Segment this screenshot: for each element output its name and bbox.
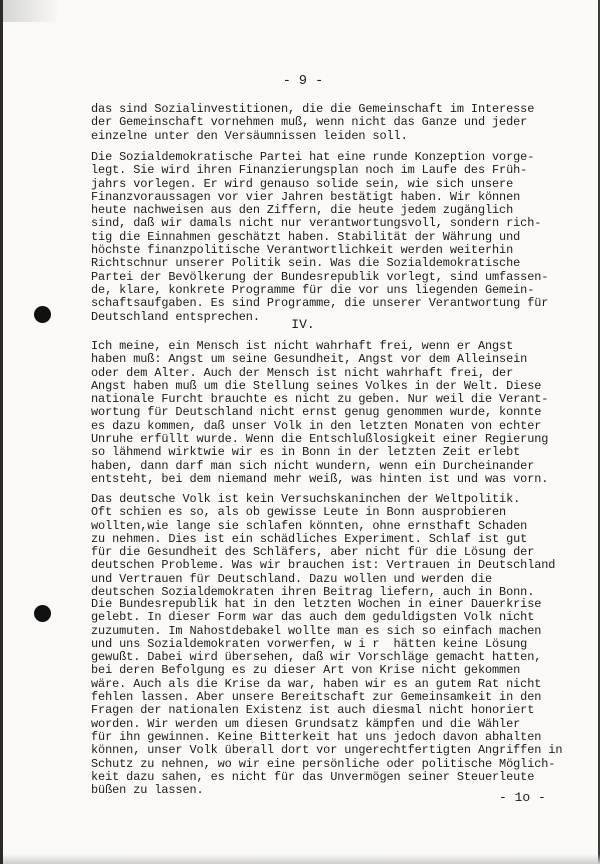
text-line: zu nehmen. Dies ist ein schädliches Experiment. Schlaf ist gut bbox=[91, 531, 528, 546]
text-line: Deutschland entsprechen. bbox=[91, 309, 260, 324]
text-line: Ich meine, ein Mensch ist nicht wahrhaft frei, wenn er Angst bbox=[91, 339, 514, 353]
text-line: schaftsaufgaben. Es sind Programme, die unserer Verantwortung für bbox=[91, 296, 549, 311]
paragraph-2 bbox=[91, 151, 551, 324]
text-line: tig die Einnahmen geschätzt haben. Stabilität der Währung und bbox=[91, 229, 521, 244]
scan-corner-shading bbox=[3, 0, 59, 22]
text-line: Die Bundesrepublik hat in den letzten Wochen in einer Dauerkrise bbox=[91, 597, 542, 611]
text-line: zuzumuten. Im Nahostdebakel wollte man es sich so einfach machen bbox=[91, 623, 542, 638]
text-line: bei deren Befolgung es zu dieser Art von Krise nicht gekommen bbox=[91, 663, 521, 678]
text-line: deutschen Probleme. Was wir brauchen ist: Vertrauen in Deutschland bbox=[91, 558, 556, 573]
text-line: Die Sozialdemokratische Partei hat eine runde Konzeption vorge- bbox=[91, 150, 535, 164]
continuation-page-marker: - 1o - bbox=[499, 790, 546, 805]
paragraph-4 bbox=[91, 492, 556, 600]
text-line: Finanzvoraussagen vor vier Jahren bestätigt haben. Wir können bbox=[91, 189, 521, 204]
text-line: Oft schien es so, als ob gewisse Leute in Bonn ausprobieren bbox=[91, 505, 507, 520]
text-line: Unruhe erfüllt wurde. Wenn die Entschlußlosigkeit einer Regierung bbox=[91, 432, 549, 447]
text-line: keit dazu sahen, es nicht für das Unvermögen seiner Steuerleute bbox=[91, 769, 535, 784]
text-line: entsteht, bei dem niemand mehr weiß, was hinten ist und was vorn. bbox=[91, 471, 549, 486]
section-heading: IV. bbox=[291, 317, 315, 332]
text-line: wollten,wie lange sie schlafen könnten, ohne ernsthaft Schaden bbox=[91, 518, 528, 533]
text-line: oder dem Alter. Auch der Mensch ist nicht wahrhaft frei, der bbox=[91, 365, 514, 380]
text-line: fehlen lassen. Aber unsere Bereitschaft zur Gemeinsamkeit in den bbox=[91, 690, 542, 705]
text-line: wäre. Auch als die Krise da war, haben wir es an gutem Rat nicht bbox=[91, 676, 542, 691]
text-line: deutschen Sozialdemokraten ihren Beitrag liefern, auch in Bonn. bbox=[91, 585, 535, 600]
paragraph-1 bbox=[91, 103, 551, 143]
text-line: Das deutsche Volk ist kein Versuchskaninchen der Weltpolitik. bbox=[91, 492, 521, 506]
text-line: sind, daß wir damals nicht nur verantwortungsvoll, sondern rich- bbox=[91, 216, 542, 231]
text-line: büßen zu lassen. bbox=[91, 783, 204, 798]
text-line: wortung für Deutschland nicht ernst genug genommen wurde, konnte bbox=[91, 405, 542, 420]
text-line: de, klare, konkrete Programme für die vor uns liegenden Gemein- bbox=[91, 282, 535, 297]
text-line: es dazu kommen, daß unser Volk in den letzten Monaten von echter bbox=[91, 418, 542, 433]
text-line: legt. Sie wird ihren Finanzierungsplan noch im Laufe des Früh- bbox=[91, 163, 528, 178]
text-line: heute nachweisen aus den Ziffern, die heute jedem zugänglich bbox=[91, 203, 514, 218]
text-line: höchste finanzpolitische Verantwortlichkeit werden weiterhin bbox=[91, 243, 514, 258]
text-line: das sind Sozialinvestitionen, die die Gemeinschaft im Interesse bbox=[91, 102, 535, 116]
text-line: und Vertrauen für Deutschland. Dazu wollen und werden die bbox=[91, 571, 493, 586]
text-line: jahrs vorlegen. Er wird genauso solide sein, wie sich unsere bbox=[91, 176, 514, 191]
scan-bottom-edge bbox=[3, 854, 600, 864]
text-line: nationale Furcht brauchte es nicht zu geben. Nur weil die Verant- bbox=[91, 392, 549, 407]
text-line: Partei der Bevölkerung der Bundesrepublik vorlegt, sind umfassen- bbox=[91, 269, 549, 284]
punch-hole-bottom bbox=[34, 605, 51, 622]
text-line: worden. Wir werden um diesen Grundsatz kämpfen und die Wähler bbox=[91, 716, 521, 731]
text-line: können, unser Volk überall dort vor ungerechtfertigten Angriffen in bbox=[91, 743, 563, 758]
text-line: Angst haben muß um die Stellung seines Volkes in der Welt. Diese bbox=[91, 378, 542, 393]
text-line: Fragen der nationalen Existenz ist auch diesmal nicht honoriert bbox=[91, 703, 535, 718]
text-line: der Gemeinschaft vornehmen muß, wenn nicht das Ganze und jeder bbox=[91, 115, 528, 130]
text-line: haben muß: Angst um seine Gesundheit, Angst vor dem Alleinsein bbox=[91, 352, 528, 367]
text-line: und uns Sozialdemokraten vorwerfen, w i r hätten keine Lösung bbox=[91, 636, 528, 651]
text-line: für die Gesundheit des Schläfers, aber nicht für die Lösung der bbox=[91, 545, 535, 560]
text-line: Schutz zu nehnen, wo wir eine persönliche oder politische Möglich- bbox=[91, 756, 556, 771]
text-line: Richtschnur unserer Politik sein. Was die Sozialdemokratische bbox=[91, 256, 521, 271]
paragraph-3 bbox=[91, 340, 551, 486]
text-line: für ihn gewinnen. Keine Bitterkeit hat uns jedoch davon abhalten bbox=[91, 729, 542, 744]
text-line: einzelne unter den Versäumnissen leiden soll. bbox=[91, 128, 408, 143]
text-line: gewußt. Dabei wird übersehen, daß wir Vorschläge gemacht hatten, bbox=[91, 650, 542, 665]
text-line: gelebt. In dieser Form war das auch dem geduldigsten Volk nicht bbox=[91, 610, 535, 625]
text-line: haben, dann darf man sich nicht wundern, wenn ein Durcheinander bbox=[91, 458, 535, 473]
page-number: - 9 - bbox=[282, 74, 324, 89]
text-line: so lähmend wirktwie wir es in Bonn in der letzten Zeit erlebt bbox=[91, 445, 521, 460]
